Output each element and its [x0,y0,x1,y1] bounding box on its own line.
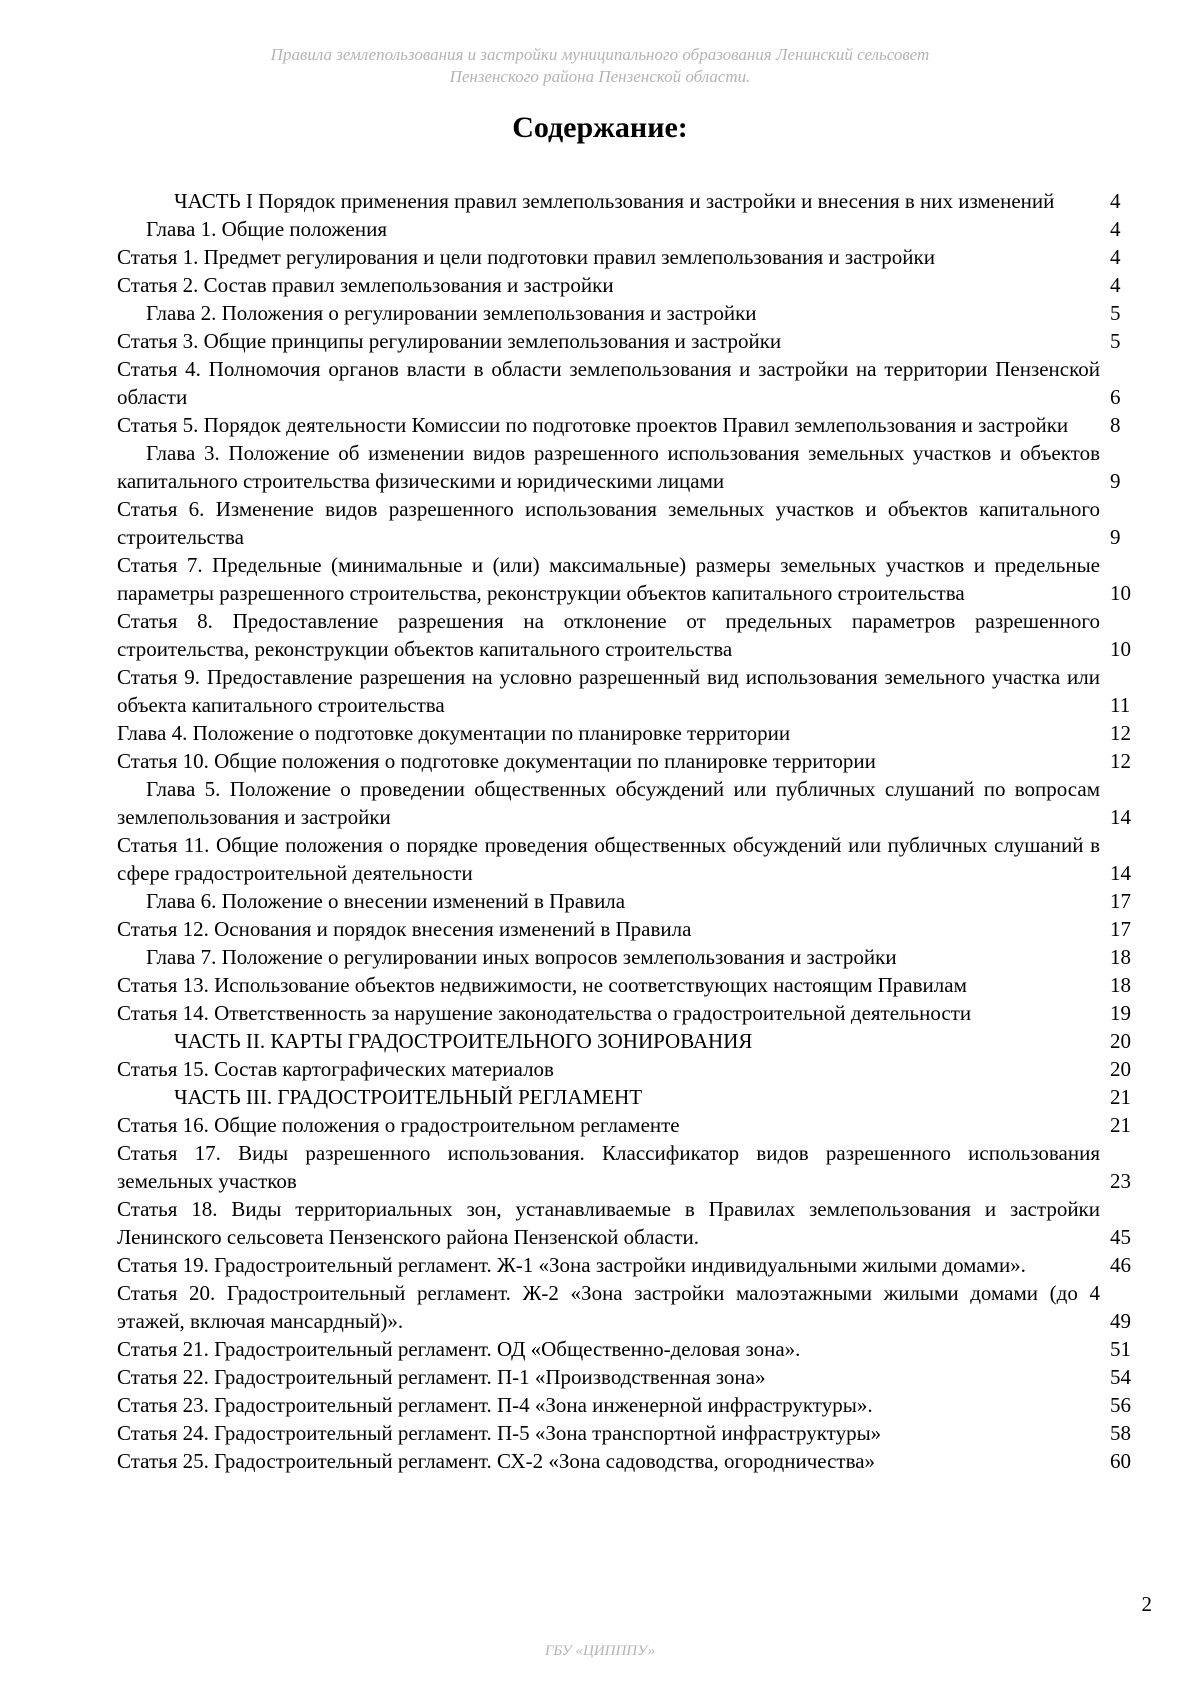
toc-entry-page: 18 [1110,973,1131,997]
toc-entry-page: 49 [1110,1309,1131,1333]
toc-entry-title: Статья 18. Виды территориальных зон, устанавливаемые в Правилах землепользования и застройки Ленинского сельсовета Пензенского района Пензенской области. [117,1197,1100,1249]
toc-entry [117,607,1152,663]
toc-entry-page: 9 [1110,525,1121,549]
table-of-contents [117,187,1152,1475]
toc-entry-page: 10 [1110,637,1131,661]
toc-entry-title: Статья 19. Градостроительный регламент. Ж-1 «Зона застройки индивидуальными жилыми домами». [117,1253,1026,1277]
toc-entry-page: 58 [1110,1421,1131,1445]
toc-entry-page: 9 [1110,469,1121,493]
toc-entry [117,271,1152,299]
toc-entry-page: 60 [1110,1449,1131,1473]
toc-entry-title: Статья 25. Градостроительный регламент. СХ-2 «Зона садоводства, огородничества» [117,1449,876,1473]
toc-entry-page: 51 [1110,1337,1131,1361]
toc-entry-title: Статья 20. Градостроительный регламент. Ж-2 «Зона застройки малоэтажными жилыми домами (до 4 этажей, включая мансардный)». [117,1281,1100,1333]
toc-entry [117,327,1152,355]
running-header-line: Правила землепользования и застройки муниципального образования Ленинский сельсовет [270,45,930,64]
toc-entry-title: Статья 12. Основания и порядок внесения изменений в Правила [117,917,692,941]
toc-entry [117,943,1152,971]
toc-entry [117,1335,1152,1363]
toc-entry-title: Глава 7. Положение о регулировании иных вопросов землепользования и застройки [146,945,897,969]
toc-entry-page: 20 [1110,1029,1131,1053]
toc-entry [117,1447,1152,1475]
toc-entry-page: 4 [1110,245,1121,269]
toc-entry-title: Глава 2. Положения о регулировании землепользования и застройки [146,301,757,325]
toc-entry-title: Статья 5. Порядок деятельности Комиссии по подготовке проектов Правил землепользования и застройки [117,413,1069,437]
toc-entry [117,215,1152,243]
toc-entry-page: 14 [1110,805,1131,829]
toc-entry [117,439,1152,495]
toc-entry [117,1363,1152,1391]
toc-entry-title: Глава 4. Положение о подготовке документации по планировке территории [117,721,791,745]
toc-entry [117,747,1152,775]
toc-entry-title: ЧАСТЬ II. КАРТЫ ГРАДОСТРОИТЕЛЬНОГО ЗОНИРОВАНИЯ [174,1029,753,1053]
toc-entry-title: Статья 24. Градостроительный регламент. П-5 «Зона транспортной инфраструктуры» [117,1421,882,1445]
toc-entry [117,999,1152,1027]
toc-entry-title: Глава 3. Положение об изменении видов разрешенного использования земельных участков и объектов капитального строительства физическими и юридическими лицами [117,441,1100,493]
toc-entry-page: 4 [1110,217,1121,241]
toc-entry [117,1251,1152,1279]
toc-entry-page: 8 [1110,413,1121,437]
toc-entry-title: Статья 21. Градостроительный регламент. ОД «Общественно-деловая зона». [117,1337,801,1361]
toc-entry-page: 19 [1110,1001,1131,1025]
toc-entry [117,1391,1152,1419]
toc-entry [117,1083,1152,1111]
toc-entry-page: 21 [1110,1085,1131,1109]
toc-entry [117,1111,1152,1139]
toc-entry [117,1055,1152,1083]
toc-entry-title: Статья 9. Предоставление разрешения на условно разрешенный вид использования земельного участка или объекта капитального строительства [117,665,1100,717]
running-header [0,44,1200,88]
toc-entry [117,243,1152,271]
toc-entry [117,831,1152,887]
toc-entry-title: Статья 13. Использование объектов недвижимости, не соответствующих настоящим Правилам [117,973,967,997]
toc-entry-title: Статья 23. Градостроительный регламент. П-4 «Зона инженерной инфраструктуры». [117,1393,873,1417]
toc-entry [117,1027,1152,1055]
toc-entry-page: 10 [1110,581,1131,605]
toc-entry [117,663,1152,719]
toc-entry-page: 21 [1110,1113,1131,1137]
toc-entry-title: Глава 5. Положение о проведении общественных обсуждений или публичных слушаний по вопросам землепользования и застройки [117,777,1100,829]
toc-entry-page: 20 [1110,1057,1131,1081]
page-number: 2 [1141,1592,1152,1616]
toc-entry-page: 56 [1110,1393,1131,1417]
toc-entry-page: 12 [1110,749,1131,773]
toc-entry [117,971,1152,999]
toc-entry [117,411,1152,439]
toc-entry-page: 45 [1110,1225,1131,1249]
toc-entry-title: Статья 14. Ответственность за нарушение законодательства о градостроительной деятельности [117,1001,972,1025]
toc-entry [117,1419,1152,1447]
toc-entry-page: 12 [1110,721,1131,745]
running-footer: ГБУ «ЦИПППУ» [544,1643,656,1659]
toc-entry-title: Статья 8. Предоставление разрешения на отклонение от предельных параметров разрешенного строительства, реконструкции объектов капитального строительства [117,609,1100,661]
toc-entry-title: Статья 4. Полномочия органов власти в области землепользования и застройки на территории Пензенской области [117,357,1100,409]
toc-entry-title: Статья 16. Общие положения о градостроительном регламенте [117,1113,680,1137]
toc-entry [117,1279,1152,1335]
toc-entry-title: Глава 6. Положение о внесении изменений в Правила [146,889,626,913]
toc-entry [117,1195,1152,1251]
toc-entry-title: ЧАСТЬ III. ГРАДОСТРОИТЕЛЬНЫЙ РЕГЛАМЕНТ [174,1085,643,1109]
toc-entry-title: Статья 11. Общие положения о порядке проведения общественных обсуждений или публичных слушаний в сфере градостроительной деятельности [117,833,1100,885]
toc-entry-page: 4 [1110,189,1121,213]
toc-entry-title: Статья 15. Состав картографических материалов [117,1057,554,1081]
toc-entry [117,915,1152,943]
toc-entry-title: Глава 1. Общие положения [146,217,388,241]
toc-entry-title: Статья 6. Изменение видов разрешенного использования земельных участков и объектов капитального строительства [117,497,1100,549]
toc-entry [117,1139,1152,1195]
toc-entry-page: 18 [1110,945,1131,969]
toc-entry [117,299,1152,327]
toc-entry-title: Статья 2. Состав правил землепользования и застройки [117,273,614,297]
toc-entry-page: 11 [1110,693,1131,717]
toc-entry-title: Статья 17. Виды разрешенного использования. Классификатор видов разрешенного использования земельных участков [117,1141,1100,1193]
toc-entry-title: Статья 3. Общие принципы регулировании землепользования и застройки [117,329,782,353]
toc-entry [117,355,1152,411]
toc-entry-title: Статья 10. Общие положения о подготовке документации по планировке территории [117,749,876,773]
toc-entry [117,887,1152,915]
toc-entry-page: 5 [1110,301,1121,325]
toc-entry [117,187,1152,215]
toc-entry-title: Статья 22. Градостроительный регламент. П-1 «Производственная зона» [117,1365,766,1389]
toc-entry-page: 5 [1110,329,1121,353]
toc-entry-page: 46 [1110,1253,1131,1277]
running-header-line: Пензенского района Пензенской области. [449,67,751,86]
toc-entry-page: 54 [1110,1365,1131,1389]
toc-entry-title: Статья 1. Предмет регулирования и цели подготовки правил землепользования и застройки [117,245,935,269]
toc-entry-page: 6 [1110,385,1121,409]
toc-entry-page: 17 [1110,889,1131,913]
toc-entry [117,775,1152,831]
toc-entry [117,719,1152,747]
toc-entry-page: 4 [1110,273,1121,297]
toc-entry-page: 17 [1110,917,1131,941]
toc-entry [117,495,1152,551]
toc-entry-page: 14 [1110,861,1131,885]
page-title: Содержание: [512,111,688,144]
toc-entry-title: Статья 7. Предельные (минимальные и (или) максимальные) размеры земельных участков и предельные параметры разрешенного строительства, реконструкции объектов капитального строительства [117,553,1100,605]
toc-entry-title: ЧАСТЬ I Порядок применения правил землепользования и застройки и внесения в них изменений [174,189,1055,213]
toc-entry-page: 23 [1110,1169,1131,1193]
toc-entry [117,551,1152,607]
